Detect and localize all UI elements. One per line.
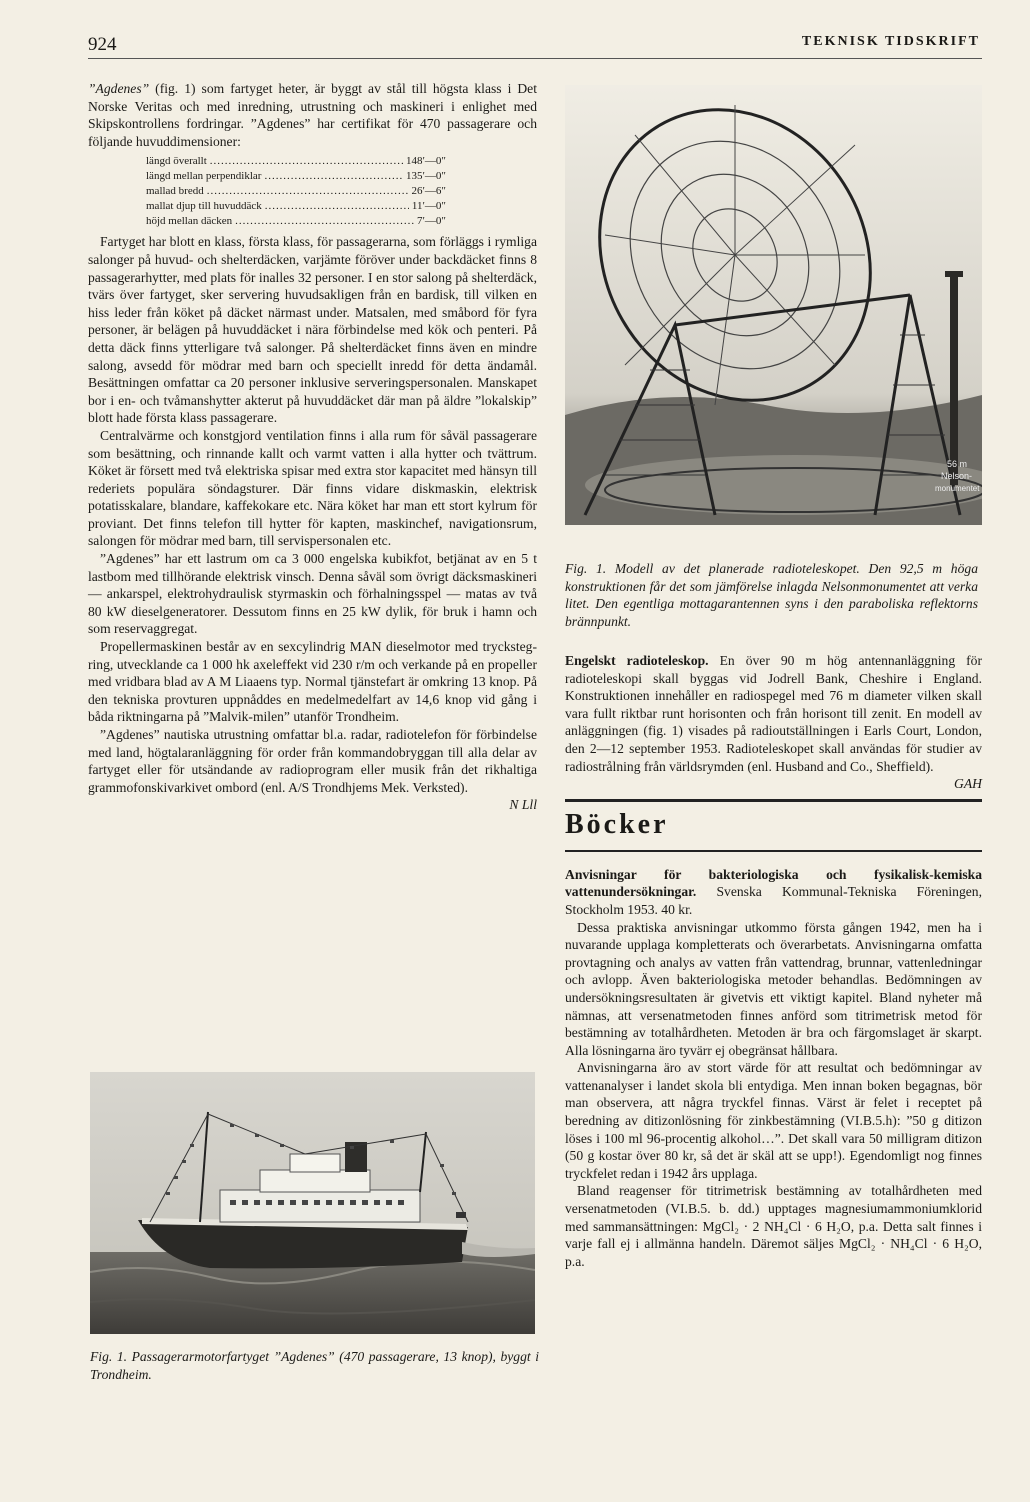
radio-telescope-signature: GAH	[954, 776, 982, 792]
book-review-paragraph: Bland reagenser för titrimetrisk bestämning av totalhårdheten med versenatmetoden (VI.B.5. b. dd.) upptages magnesiumammoniumklorid med sammansättningen: MgCl₂ · 2 NH₄Cl · 6 H₂O, p.a. Detta salt finnes i varje fall ej i allmänna handeln. Däremot säljes MgCl₂ · NH₄Cl · 6 H₂O, p.a.	[565, 1183, 982, 1269]
body-paragraph: ”Agdenes” har ett lastrum om ca 3 000 engelska kubikfot, betjänat av en 5 t lastbom med tillhörande elektrisk vinsch. Denna såväl som övrigt däcksmaskineri — ankarspel, elektrohydraulisk styrmaskin och förhalningsspel — matas av två 80 kW dieselgeneratorer. Dessutom finns en 25 kW dylik, för bruk i hamn och som reservaggregat.	[88, 551, 537, 637]
body-paragraph: Centralvärme och konstgjord ventilation finns i alla rum för såväl passagerare som besättning, och rinnande kallt och varmt vatten i alla hytter och tvättrum. Köket är försett med två elektriska spisar med extra stor kapacitet med hänsyn till rederiets populära söndagsturer. Där finns vidare diskmaskin, elektrisk potatisskalare, blandare, kaffekokare etc. Nära köket har man ett stort kylrum för proviant. Det finns telefon till hytter för kapten, maskinchef, navigationsrum, salongen för mödrar med barn, till servispersonalen etc.	[88, 427, 537, 549]
intro-text: (fig. 1) som fartyget heter, är byggt av stål till högsta klass i Det Norske Veritas och med inredning, utrustning och maskineri i enlighet med Skipskontrollens fordringar. ”Agdenes” har certifikat för 470 passagerare och följande huvuddimensioner:	[88, 81, 537, 149]
ship-name: ”Agdenes”	[88, 81, 150, 96]
telescope-illustration	[565, 85, 982, 525]
nelson-monument	[950, 275, 958, 485]
telescope-label-height: 56 m	[947, 459, 968, 469]
book-publisher: Svenska Kommunal-Tekniska Föreningen, Stockholm 1953. 40 kr.	[565, 884, 982, 917]
radio-telescope-text: En över 90 m hög antennanläggning för radioteleskopi skall byggas vid Jodrell Bank, Cheshire i England. Konstruktionen innehåller en radiospegel med 76 m diameter vilken skall vara fullt riktbar runt horisonten och från horisont till zenit. En modell av anläggningen (fig. 1) visades på radioutställningen i Earls Court, London, den 2—12 september 1953. Radioteleskopet skall användas för studier av radiostrålning från världsrymden (enl. Husband and Co., Sheffield).	[565, 653, 983, 774]
left-column	[88, 80, 537, 814]
author-signature: N Lll	[509, 797, 537, 813]
telescope-label-monument: monumentet	[935, 484, 980, 493]
body-paragraph: ”Agdenes” nautiska utrustning omfattar bl.a. radar, radiotelefon för förbindelse med land, högtalaranläggning för order från kommandobryggan till alla delar av fartyget eller för utsändande av radioprogram eller musik från det rikhaltiga grammofonskivarkivet ombord (enl. A/S Trondhjems Mek. Verksted).	[88, 727, 537, 795]
section-rule	[565, 850, 982, 852]
book-review-paragraph: Dessa praktiska anvisningar utkommo första gången 1942, men ha i nuvarande upplaga kompletterats och överarbetats. Anvisningarna omfatta provtagning och analys av vatten från vattendrag, brunnar, vattenledningar och avlopp. Även bakteriologiska metoder behandlas. Bedömningen av undersökningsresultaten är givetvis ett viktigt kapitel. Bland nyheter må nämnas, att versenatmetoden finnes anförd som titrimetrisk metod för bestämning av totalhårdheten. Metoden är bra och färgomslaget är skarpt. Alla lösningarna äro tyvärr ej obegränsat hållbara.	[565, 919, 982, 1058]
section-rule	[565, 799, 982, 802]
ship-illustration	[90, 1072, 535, 1334]
book-review-title	[565, 866, 982, 919]
page-number: 924	[88, 34, 117, 55]
right-column	[565, 652, 982, 1270]
books-section-heading: Böcker	[565, 808, 669, 840]
book-title: Anvisningar för bakteriologiska och fysikalisk-kemiska vattenundersökningar.	[565, 866, 982, 900]
radio-telescope-heading: Engelskt radioteleskop.	[565, 653, 709, 668]
header-rule	[88, 58, 982, 59]
journal-title: TEKNISK TIDSKRIFT	[801, 34, 980, 49]
book-review-paragraph: Anvisningarna äro av stort värde för att resultat och bedömningar av vattenanalyser i landet skola bli entydiga. Men innan boken begagnas, bör man observera, att några tryckfel finnas. Värst är felet i receptet på beredning av ditizonlösning för zinkbestämning (VI.B.5.h): ”50 g ditizon löses i 100 ml 96-procentig alkohol…”. Det skall vara 50 milligram ditizon (50 g kostar över 80 kr, så det är skäl att se upp!). Egendomligt nog finnes tryckfelet redan i 1942 års upplaga.	[565, 1060, 982, 1181]
dimension-row: längd mellan perpendiklar ..... 135′—0″	[146, 169, 446, 184]
ship-superstructure	[220, 1190, 420, 1222]
telescope-caption: Fig. 1. Modell av det planerade radioteleskopet. Den 92,5 m höga konstruktionen får det som jämförelse inlagda Nelsonmonumentet att verka litet. Den egentliga mottagarantennen syns i den paraboliska reflektorns brännpunkt.	[565, 561, 978, 629]
dimension-row: mallat djup till huvuddäck ..... 11′—0″	[146, 199, 446, 214]
ship-photo	[90, 1072, 535, 1334]
telescope-label-name: Nelson-	[941, 471, 973, 481]
intro-paragraph	[88, 80, 537, 150]
dimension-row: mallad bredd ..... 26′—6″	[146, 184, 446, 199]
dimensions-table	[146, 154, 446, 229]
body-paragraph: Fartyget har blott en klass, första klass, för passagerarna, som förläggs i rymliga salonger på huvud- och shelterdäcken, varjämte föröver under backdäcket finns 8 passagerarhytter, med plats för inalles 32 personer. I en stor salong på shelterdäck, tvärs över fartyget, sker servering huvudsakligen från en bardisk, till vilken en hiss leder från köket på däcket närmast under. Matsalen, med småbord för fyra personer, är belägen på huvuddäcket i nära förbindelse med kök och penteri. På detta däck finns ytterligare två salonger. På shelterdäcket finns även en mindre salong, avsedd för mödrar med barn och speciellt inredd för detta ändamål. Besättningen omfattar ca 20 personer inklusive serveringspersonalen. Manskapet bor i en- och tvåmanshytter akterut på huvuddäcket där man på äldre ”lokalskip” blott hade första klass passagerare.	[88, 234, 537, 426]
body-paragraph: Propellermaskinen består av en sexcylindrig MAN dieselmotor med tryckstegring, utvecklande ca 1 000 hk axeleffekt vid 230 r/m och verkande på en propeller med vridbara blad av A M Liaaens typ. Normal tjänstefart är omkring 13 knop. På den tekniska provturen uppnåddes en medelmedelfart av 14,6 knop vid gång i båda riktningarna på ”Malvik-milen” utanför Trondheim.	[88, 639, 537, 725]
dimension-row: längd överallt ..... 148′—0″	[146, 154, 446, 169]
dimension-row: höjd mellan däcken ..... 7′—0″	[146, 214, 446, 229]
radio-telescope-article	[565, 652, 982, 775]
telescope-photo	[565, 85, 982, 525]
ship-caption: Fig. 1. Passagerarmotorfartyget ”Agdenes” (470 passagerare, 13 knop), byggt i Trondheim.	[90, 1349, 539, 1382]
